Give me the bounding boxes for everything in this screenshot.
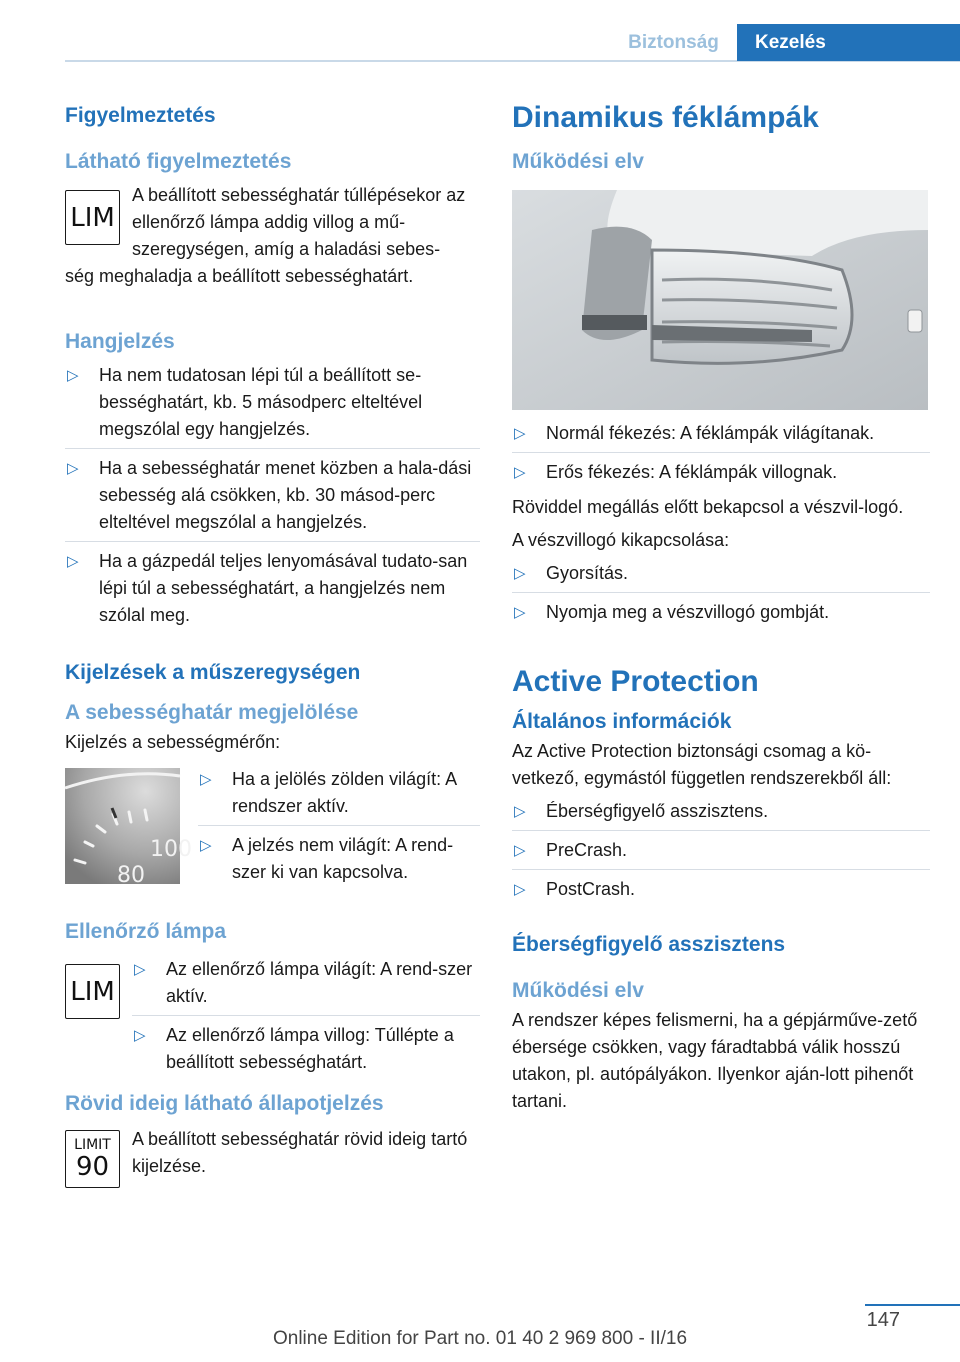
list-item xyxy=(512,798,930,831)
list-item xyxy=(512,420,930,453)
heading-displays: Kijelzések a műszeregységen xyxy=(65,661,361,684)
triangle-bullet-icon: ▷ xyxy=(67,553,79,570)
page-number-rule xyxy=(865,1304,960,1306)
heading-dynamic-brake-lights: Dinamikus féklámpák xyxy=(512,101,819,134)
list-item xyxy=(198,832,480,892)
list-item xyxy=(512,876,930,909)
list-item xyxy=(512,837,930,870)
lim-indicator-icon xyxy=(65,964,120,1019)
tab-biztonsag[interactable]: Biztonság xyxy=(628,32,719,53)
list-item xyxy=(132,956,480,1016)
general-list xyxy=(512,798,930,909)
speed-mark-block xyxy=(65,766,480,886)
list-item-text: PreCrash. xyxy=(546,840,628,860)
brake-list xyxy=(512,420,930,492)
heading-active-protection: Active Protection xyxy=(512,665,759,698)
list-item-text: Normál fékezés: A féklámpák világítanak. xyxy=(546,423,875,443)
hazard-text: Röviddel megállás előtt bekapcsol a vészvil-logó. xyxy=(512,497,904,517)
triangle-bullet-icon: ▷ xyxy=(134,1027,146,1044)
list-item xyxy=(65,548,480,635)
list-item-text: A jelzés nem világít: A rend-szer ki van kapcsolva. xyxy=(232,835,454,882)
list-item xyxy=(132,1022,480,1082)
list-item-text: Ha nem tudatosan lépi túl a beállított se-bességhatárt, kb. 5 másodperc elteltével megszólal egy hangjelzés. xyxy=(99,365,423,439)
list-item-text: Erős fékezés: A féklámpák villognak. xyxy=(546,462,838,482)
heading-principle: Működési elv xyxy=(512,150,644,173)
sound-list xyxy=(65,362,480,635)
list-item-text: Ha a gázpedál teljes lenyomásával tudato-san lépi túl a sebességhatárt, a hangjelzés nem szólal meg. xyxy=(99,551,468,625)
edition-footer: Online Edition for Part no. 01 40 2 969 800 - II/16 xyxy=(272,1328,688,1349)
list-item xyxy=(512,599,930,632)
heading-general-info: Általános információk xyxy=(512,710,732,733)
speedometer-image xyxy=(65,768,192,888)
list-item xyxy=(512,560,930,593)
limit-90-icon xyxy=(65,1130,120,1188)
heading-warning: Figyelmeztetés xyxy=(65,104,216,127)
heading-sound: Hangjelzés xyxy=(65,330,175,353)
list-item xyxy=(512,459,930,492)
list-item xyxy=(65,362,480,449)
lim-icon-text: LIM xyxy=(70,202,115,233)
triangle-bullet-icon: ▷ xyxy=(514,881,526,898)
heading-principle-2: Működési elv xyxy=(512,979,644,1002)
indicator-lamp-list xyxy=(132,956,480,1082)
list-item xyxy=(65,455,480,542)
triangle-bullet-icon: ▷ xyxy=(514,425,526,442)
tail-light-image xyxy=(512,190,928,410)
heading-speed-mark: A sebességhatár megjelölése xyxy=(65,701,359,724)
indicator-lamp-block xyxy=(65,956,480,1072)
triangle-bullet-icon: ▷ xyxy=(200,771,212,788)
list-item-text: Éberségfigyelő asszisztens. xyxy=(546,801,769,821)
triangle-bullet-icon: ▷ xyxy=(514,842,526,859)
list-item-text: Az ellenőrző lámpa világít: A rend-szer aktív. xyxy=(166,959,473,1006)
triangle-bullet-icon: ▷ xyxy=(67,460,79,477)
brief-status-text: A beállított sebességhatár rövid ideig tartó kijelzése. xyxy=(132,1129,468,1176)
speed-mark-intro: Kijelzés a sebességmérőn: xyxy=(65,732,281,752)
heading-indicator-lamp: Ellenőrző lámpa xyxy=(65,920,227,943)
visible-warning-text: A beállított sebességhatár túllépésekor az ellenőrző lámpa addig villog a mű-szeregységen, amíg a haladási sebes- xyxy=(132,185,466,259)
hazard-off-text: A vészvillogó kikapcsolása: xyxy=(512,530,730,550)
limit-icon-top: LIMIT xyxy=(74,1137,111,1153)
lim-indicator-icon xyxy=(65,190,120,245)
general-text: Az Active Protection biztonsági csomag a kö-vetkező, egymástól független rendszerekből áll: xyxy=(512,741,892,788)
gauge-label-80: 80 xyxy=(117,863,145,888)
list-item-text: Ha a sebességhatár menet közben a hala-dási sebesség alá csökken, kb. 30 másod-perc elteltével megszólal a hangjelzés. xyxy=(99,458,472,532)
brief-status-block xyxy=(65,1126,480,1196)
speed-mark-list xyxy=(198,766,480,892)
left-column xyxy=(65,100,480,1196)
page-number: 147 xyxy=(866,1309,900,1331)
hazard-list xyxy=(512,560,930,632)
triangle-bullet-icon: ▷ xyxy=(514,604,526,621)
list-item-text: Ha a jelölés zölden világít: A rendszer aktív. xyxy=(232,769,457,816)
gauge-label-100: 100 xyxy=(150,837,192,862)
triangle-bullet-icon: ▷ xyxy=(67,367,79,384)
tab-kezeles[interactable]: Kezelés xyxy=(737,24,960,61)
lim-icon-text: LIM xyxy=(70,976,115,1007)
triangle-bullet-icon: ▷ xyxy=(134,961,146,978)
triangle-bullet-icon: ▷ xyxy=(200,837,212,854)
heading-brief-status: Rövid ideig látható állapotjelzés xyxy=(65,1092,384,1115)
limit-icon-value: 90 xyxy=(75,1152,110,1182)
list-item-text: Az ellenőrző lámpa villog: Túllépte a beállított sebességhatárt. xyxy=(166,1025,454,1072)
list-item-text: PostCrash. xyxy=(546,879,636,899)
visible-warning-block xyxy=(65,182,480,290)
visible-warning-text-cont: ség meghaladja a beállított sebességhatárt. xyxy=(65,266,414,286)
heading-visible-warning: Látható figyelmeztetés xyxy=(65,150,292,173)
attention-text: A rendszer képes felismerni, ha a gépjárműve-zető ébersége csökken, vagy fáradtabbá válik hosszú utakon, pl. autópályákon. Ilyenkor aján-lott pihenőt tartani. xyxy=(512,1010,918,1111)
right-column xyxy=(512,98,930,1115)
list-item xyxy=(198,766,480,826)
triangle-bullet-icon: ▷ xyxy=(514,803,526,820)
heading-attention-assistant: Éberségfigyelő asszisztens xyxy=(512,933,786,956)
triangle-bullet-icon: ▷ xyxy=(514,464,526,481)
list-item-text: Gyorsítás. xyxy=(546,563,629,583)
list-item-text: Nyomja meg a vészvillogó gombját. xyxy=(546,602,830,622)
triangle-bullet-icon: ▷ xyxy=(514,565,526,582)
